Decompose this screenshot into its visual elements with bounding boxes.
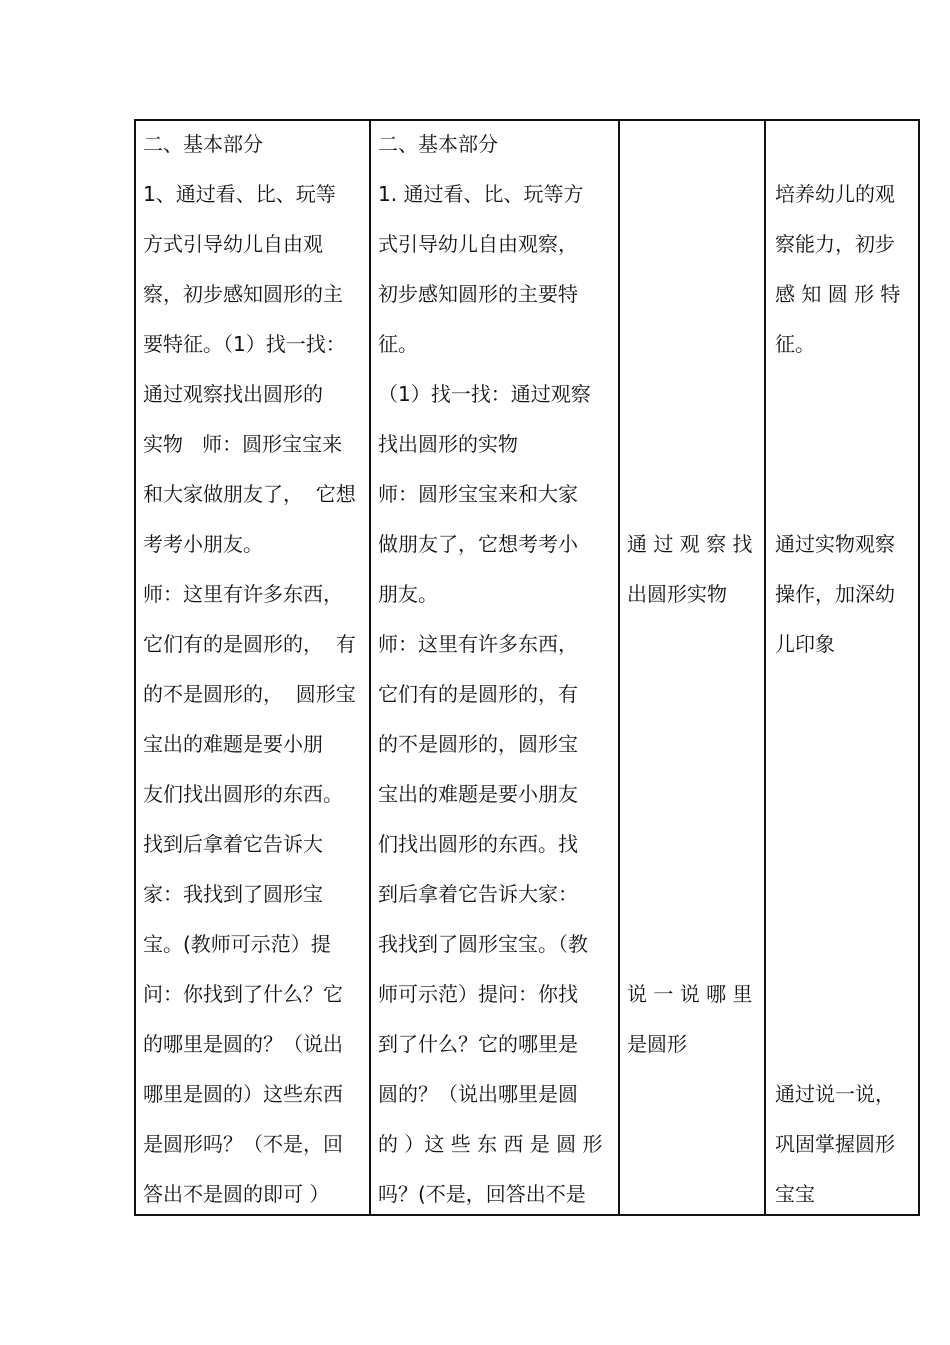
cell-text-line: 的不是圆形的， 圆形宝 [143, 682, 356, 706]
cell-text-line: 们找出圆形的东西。找 [378, 832, 578, 856]
cell-text-line: 师：这里有许多东西， [378, 632, 578, 656]
cell-text-line: 实物 师：圆形宝宝来 [143, 432, 343, 456]
cell-text-line: 征。 [775, 332, 815, 356]
cell-text-line: 宝。(教师可示范）提 [143, 932, 331, 956]
cell-text-line: 它们有的是圆形的，有 [378, 682, 578, 706]
cell-text-line: 感 知 圆 形 特 [775, 282, 901, 306]
cell-text-line: 师：圆形宝宝来和大家 [378, 482, 578, 506]
cell-text-line: （1）找一找：通过观察 [378, 382, 591, 406]
cell-text-line: 儿印象 [775, 632, 835, 656]
cell-text-line: 征。 [378, 332, 418, 356]
cell-text-line: 和大家做朋友了， 它想 [143, 482, 356, 506]
cell-text-line: 朋友。 [378, 582, 438, 606]
cell-text-line: 哪里是圆的）这些东西 [143, 1082, 343, 1106]
cell-text-line: 家：我找到了圆形宝 [143, 882, 323, 906]
cell-text-line: 找出圆形的实物 [378, 432, 518, 456]
cell-text-line: 通过说一说， [775, 1082, 895, 1106]
cell-text-line: 师：这里有许多东西， [143, 582, 343, 606]
cell-text-line: 1. 通过看、比、玩等方 [378, 182, 584, 206]
cell-text-line: 的哪里是圆的？（说出 [143, 1032, 343, 1056]
cell-text-line: 说 一 说 哪 里 [627, 982, 753, 1006]
cell-text-line: 我找到了圆形宝宝。（教 [378, 932, 588, 956]
cell-text-line: 初步感知圆形的主要特 [378, 282, 578, 306]
cell-text-line: 宝宝 [775, 1182, 815, 1206]
cell-text-line: 师可示范）提问：你找 [378, 982, 578, 1006]
cell-text-line: 通 过 观 察 找 [627, 532, 753, 556]
column-divider [618, 119, 620, 1216]
cell-text-line: 圆的？（说出哪里是圆 [378, 1082, 578, 1106]
cell-text-line: 宝出的难题是要小朋 [143, 732, 323, 756]
cell-text-line: 通过观察找出圆形的 [143, 382, 323, 406]
cell-text-line: 考考小朋友。 [143, 532, 263, 556]
cell-text-line: 二、基本部分 [378, 132, 498, 156]
cell-text-line: 做朋友了，它想考考小 [378, 532, 578, 556]
cell-text-line: 找到后拿着它告诉大 [143, 832, 323, 856]
cell-text-line: 是圆形 [627, 1032, 687, 1056]
cell-text-line: 二、基本部分 [143, 132, 263, 156]
cell-text-line: 1、通过看、比、玩等 [143, 182, 336, 206]
cell-text-line: 到了什么？它的哪里是 [378, 1032, 578, 1056]
cell-text-line: 的 ）这 些 东 西 是 圆 形 [378, 1132, 603, 1156]
column-divider [764, 119, 766, 1216]
column-divider [369, 119, 371, 1216]
cell-text-line: 察，初步感知圆形的主 [143, 282, 343, 306]
cell-text-line: 它们有的是圆形的， 有 [143, 632, 356, 656]
cell-text-line: 巩固掌握圆形 [775, 1132, 895, 1156]
cell-text-line: 察能力，初步 [775, 232, 895, 256]
cell-text-line: 要特征。（1）找一找： [143, 332, 346, 356]
cell-text-line: 到后拿着它告诉大家： [378, 882, 578, 906]
cell-text-line: 方式引导幼儿自由观 [143, 232, 323, 256]
cell-text-line: 操作，加深幼 [775, 582, 895, 606]
cell-text-line: 通过实物观察 [775, 532, 895, 556]
cell-text-line: 出圆形实物 [627, 582, 727, 606]
cell-text-line: 答出不是圆的即可 ） [143, 1182, 330, 1206]
cell-text-line: 吗？(不是，回答出不是 [378, 1182, 586, 1206]
cell-text-line: 是圆形吗？（不是，回 [143, 1132, 343, 1156]
cell-text-line: 问：你找到了什么？它 [143, 982, 343, 1006]
cell-text-line: 宝出的难题是要小朋友 [378, 782, 578, 806]
cell-text-line: 友们找出圆形的东西。 [143, 782, 343, 806]
cell-text-line: 培养幼儿的观 [775, 182, 895, 206]
cell-text-line: 式引导幼儿自由观察， [378, 232, 578, 256]
cell-text-line: 的不是圆形的，圆形宝 [378, 732, 578, 756]
